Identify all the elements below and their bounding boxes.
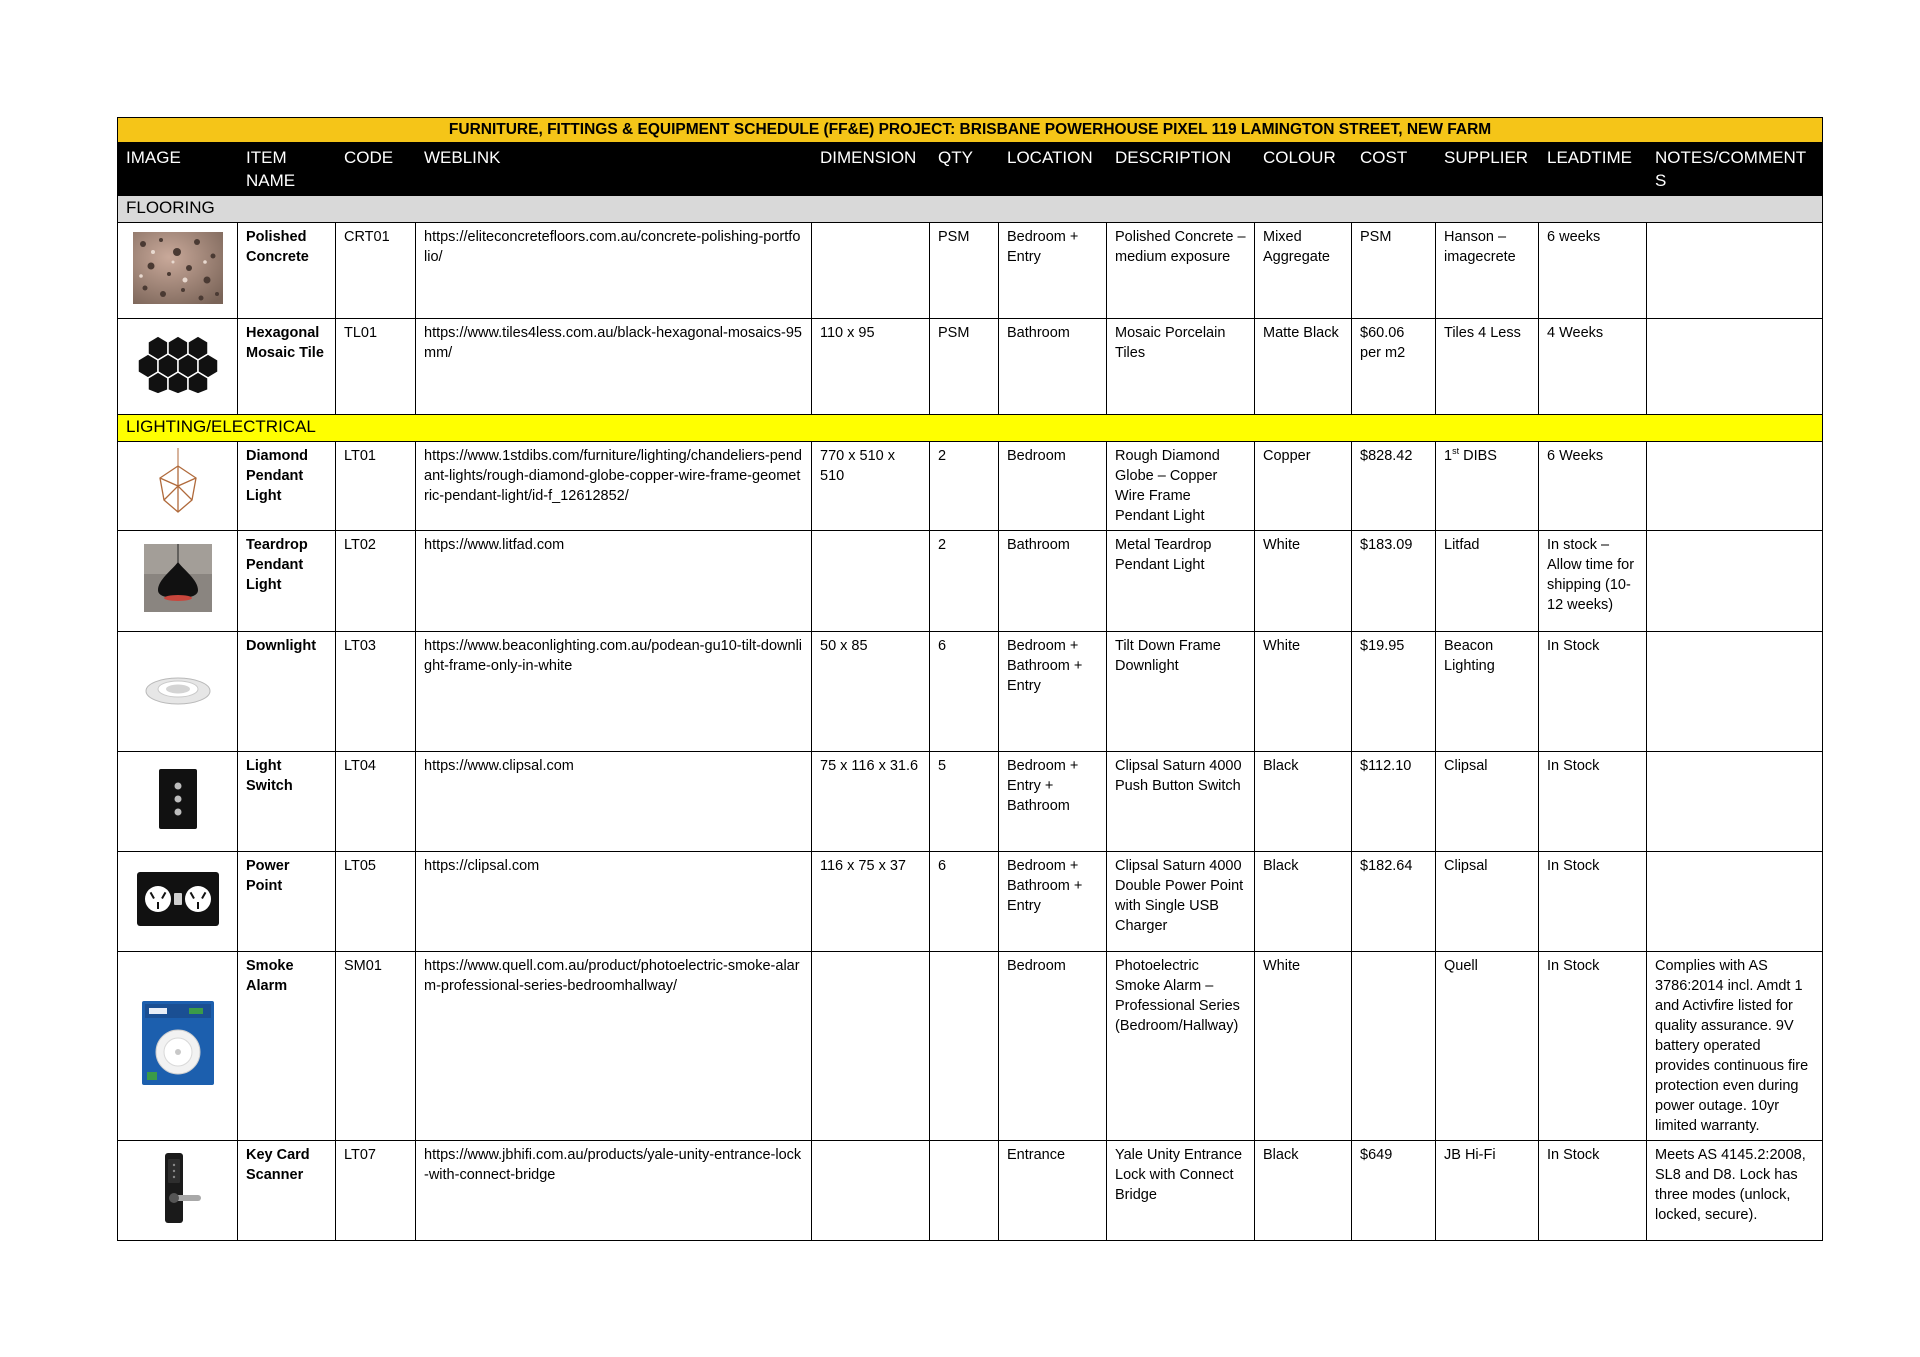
item-description: Rough Diamond Globe – Copper Wire Frame Pendant Light — [1107, 442, 1255, 531]
item-code: TL01 — [336, 319, 416, 415]
item-qty — [930, 1141, 999, 1241]
item-supplier: Litfad — [1436, 531, 1539, 632]
col-image: IMAGE — [118, 143, 238, 196]
col-description: DESCRIPTION — [1107, 143, 1255, 196]
item-colour: Mixed Aggregate — [1255, 223, 1352, 319]
item-notes — [1647, 632, 1823, 752]
item-qty: 6 — [930, 852, 999, 952]
item-description: Tilt Down Frame Downlight — [1107, 632, 1255, 752]
item-colour: White — [1255, 952, 1352, 1141]
item-cost: $182.64 — [1352, 852, 1436, 952]
schedule-title: FURNITURE, FITTINGS & EQUIPMENT SCHEDULE (FF&E) PROJECT: BRISBANE POWERHOUSE PIXEL 119 LAMINGTON STREET, NEW FARM — [118, 118, 1823, 143]
item-leadtime: In Stock — [1539, 952, 1647, 1141]
diamond-pendant-icon — [148, 448, 208, 518]
downlight-icon — [142, 669, 214, 709]
table-row — [118, 1141, 1823, 1241]
item-qty: PSM — [930, 319, 999, 415]
item-cost — [1352, 952, 1436, 1141]
table-row — [118, 852, 1823, 952]
item-cost: $112.10 — [1352, 752, 1436, 852]
item-location: Bedroom + Bathroom + Entry — [999, 632, 1107, 752]
item-leadtime: In Stock — [1539, 852, 1647, 952]
item-cost: $183.09 — [1352, 531, 1436, 632]
col-dimension: DIMENSION — [812, 143, 930, 196]
item-weblink[interactable]: https://clipsal.com — [416, 852, 812, 952]
item-image — [118, 752, 238, 852]
item-supplier — [1436, 442, 1539, 531]
item-weblink[interactable]: https://www.litfad.com — [416, 531, 812, 632]
item-dimension — [812, 1141, 930, 1241]
item-name: Downlight — [238, 632, 336, 752]
item-supplier: Tiles 4 Less — [1436, 319, 1539, 415]
item-supplier: Quell — [1436, 952, 1539, 1141]
item-supplier: JB Hi-Fi — [1436, 1141, 1539, 1241]
item-description: Polished Concrete – medium exposure — [1107, 223, 1255, 319]
item-dimension — [812, 952, 930, 1141]
item-leadtime: In Stock — [1539, 632, 1647, 752]
item-image — [118, 1141, 238, 1241]
item-colour: White — [1255, 531, 1352, 632]
item-dimension: 116 x 75 x 37 — [812, 852, 930, 952]
header-row — [118, 143, 1823, 196]
item-image — [118, 632, 238, 752]
item-colour: White — [1255, 632, 1352, 752]
smoke-alarm-icon — [141, 1000, 215, 1086]
item-dimension: 50 x 85 — [812, 632, 930, 752]
item-description: Photoelectric Smoke Alarm – Professional Series (Bedroom/Hallway) — [1107, 952, 1255, 1141]
item-name: Power Point — [238, 852, 336, 952]
item-code: CRT01 — [336, 223, 416, 319]
item-cost: $649 — [1352, 1141, 1436, 1241]
item-notes — [1647, 319, 1823, 415]
item-location: Bedroom — [999, 442, 1107, 531]
table-row — [118, 442, 1823, 531]
item-weblink[interactable]: https://eliteconcretefloors.com.au/concrete-polishing-portfolio/ — [416, 223, 812, 319]
supplier-ordinal: st — [1452, 446, 1460, 457]
item-name: Polished Concrete — [238, 223, 336, 319]
item-name: Smoke Alarm — [238, 952, 336, 1141]
item-code: LT04 — [336, 752, 416, 852]
item-leadtime: 6 Weeks — [1539, 442, 1647, 531]
item-notes — [1647, 752, 1823, 852]
item-notes: Meets AS 4145.2:2008, SL8 and D8. Lock has three modes (unlock, locked, secure). — [1647, 1141, 1823, 1241]
item-cost: PSM — [1352, 223, 1436, 319]
item-weblink[interactable]: https://www.clipsal.com — [416, 752, 812, 852]
section-title: LIGHTING/ELECTRICAL — [118, 415, 1823, 442]
supplier-number: 1 — [1444, 448, 1453, 464]
item-description: Mosaic Porcelain Tiles — [1107, 319, 1255, 415]
item-location: Bedroom + Bathroom + Entry — [999, 852, 1107, 952]
item-name: Key Card Scanner — [238, 1141, 336, 1241]
ffe-schedule — [117, 117, 1822, 1241]
item-notes — [1647, 223, 1823, 319]
item-supplier: Hanson – imagecrete — [1436, 223, 1539, 319]
table-row — [118, 531, 1823, 632]
item-description: Metal Teardrop Pendant Light — [1107, 531, 1255, 632]
item-supplier: Clipsal — [1436, 752, 1539, 852]
item-image — [118, 952, 238, 1141]
item-name: Light Switch — [238, 752, 336, 852]
item-colour: Copper — [1255, 442, 1352, 531]
item-colour: Matte Black — [1255, 319, 1352, 415]
item-leadtime: 6 weeks — [1539, 223, 1647, 319]
item-location: Bathroom — [999, 319, 1107, 415]
item-colour: Black — [1255, 752, 1352, 852]
item-image — [118, 223, 238, 319]
item-weblink[interactable]: https://www.beaconlighting.com.au/podean-gu10-tilt-downlight-frame-only-in-white — [416, 632, 812, 752]
item-weblink[interactable]: https://www.quell.com.au/product/photoelectric-smoke-alarm-professional-series-bedroomhallway/ — [416, 952, 812, 1141]
title-row — [118, 118, 1823, 143]
item-cost: $60.06 per m2 — [1352, 319, 1436, 415]
item-dimension: 110 x 95 — [812, 319, 930, 415]
item-qty — [930, 952, 999, 1141]
item-description: Clipsal Saturn 4000 Double Power Point with Single USB Charger — [1107, 852, 1255, 952]
section-lighting-electrical — [118, 415, 1823, 442]
item-code: LT01 — [336, 442, 416, 531]
supplier-name: DIBS — [1459, 448, 1497, 464]
item-name: Teardrop Pendant Light — [238, 531, 336, 632]
hexagonal-tile-icon — [134, 334, 222, 394]
item-colour: Black — [1255, 852, 1352, 952]
item-location: Entrance — [999, 1141, 1107, 1241]
table-row — [118, 752, 1823, 852]
light-switch-icon — [158, 768, 198, 830]
section-flooring — [118, 196, 1823, 223]
schedule-table — [117, 117, 1823, 1241]
item-name: Diamond Pendant Light — [238, 442, 336, 531]
col-supplier: SUPPLIER — [1436, 143, 1539, 196]
item-leadtime: In Stock — [1539, 752, 1647, 852]
item-description: Yale Unity Entrance Lock with Connect Bridge — [1107, 1141, 1255, 1241]
item-location: Bathroom — [999, 531, 1107, 632]
col-leadtime: LEADTIME — [1539, 143, 1647, 196]
item-code: LT05 — [336, 852, 416, 952]
item-image — [118, 531, 238, 632]
item-qty: 2 — [930, 531, 999, 632]
item-dimension: 75 x 116 x 31.6 — [812, 752, 930, 852]
item-notes — [1647, 852, 1823, 952]
item-code: LT02 — [336, 531, 416, 632]
item-image — [118, 442, 238, 531]
table-row — [118, 223, 1823, 319]
power-point-icon — [136, 871, 220, 927]
col-weblink: WEBLINK — [416, 143, 812, 196]
table-row — [118, 952, 1823, 1141]
item-notes — [1647, 442, 1823, 531]
item-qty: PSM — [930, 223, 999, 319]
item-qty: 6 — [930, 632, 999, 752]
item-dimension — [812, 223, 930, 319]
item-location: Bedroom + Entry — [999, 223, 1107, 319]
item-cost: $828.42 — [1352, 442, 1436, 531]
item-location: Bedroom — [999, 952, 1107, 1141]
item-leadtime: In stock – Allow time for shipping (10-12 weeks) — [1539, 531, 1647, 632]
item-code: LT07 — [336, 1141, 416, 1241]
item-description: Clipsal Saturn 4000 Push Button Switch — [1107, 752, 1255, 852]
item-supplier: Clipsal — [1436, 852, 1539, 952]
key-card-scanner-icon — [153, 1151, 203, 1225]
teardrop-pendant-icon — [144, 544, 212, 612]
item-image — [118, 852, 238, 952]
col-notes: NOTES/COMMENTS — [1647, 143, 1823, 196]
col-qty: QTY — [930, 143, 999, 196]
item-cost: $19.95 — [1352, 632, 1436, 752]
item-leadtime: 4 Weeks — [1539, 319, 1647, 415]
col-colour: COLOUR — [1255, 143, 1352, 196]
item-notes — [1647, 531, 1823, 632]
item-name: Hexagonal Mosaic Tile — [238, 319, 336, 415]
col-cost: COST — [1352, 143, 1436, 196]
item-code: LT03 — [336, 632, 416, 752]
item-notes: Complies with AS 3786:2014 incl. Amdt 1 and Activfire listed for quality assurance. 9V battery operated provides continuous fire protection even during power outage. 10yr limited warranty. — [1647, 952, 1823, 1141]
item-dimension — [812, 531, 930, 632]
section-title: FLOORING — [118, 196, 1823, 223]
col-code: CODE — [336, 143, 416, 196]
item-code: SM01 — [336, 952, 416, 1141]
item-qty: 5 — [930, 752, 999, 852]
item-colour: Black — [1255, 1141, 1352, 1241]
item-leadtime: In Stock — [1539, 1141, 1647, 1241]
item-dimension: 770 x 510 x 510 — [812, 442, 930, 531]
item-weblink[interactable]: https://www.1stdibs.com/furniture/lighting/chandeliers-pendant-lights/rough-diamond-globe-copper-wire-frame-geometric-pendant-light/id-f_12612852/ — [416, 442, 812, 531]
item-weblink[interactable]: https://www.jbhifi.com.au/products/yale-unity-entrance-lock-with-connect-bridge — [416, 1141, 812, 1241]
item-location: Bedroom + Entry + Bathroom — [999, 752, 1107, 852]
item-image — [118, 319, 238, 415]
table-row — [118, 632, 1823, 752]
item-weblink[interactable]: https://www.tiles4less.com.au/black-hexagonal-mosaics-95mm/ — [416, 319, 812, 415]
item-qty: 2 — [930, 442, 999, 531]
col-location: LOCATION — [999, 143, 1107, 196]
table-row — [118, 319, 1823, 415]
col-item-name: ITEM NAME — [238, 143, 336, 196]
item-supplier: Beacon Lighting — [1436, 632, 1539, 752]
polished-concrete-icon — [133, 232, 223, 304]
